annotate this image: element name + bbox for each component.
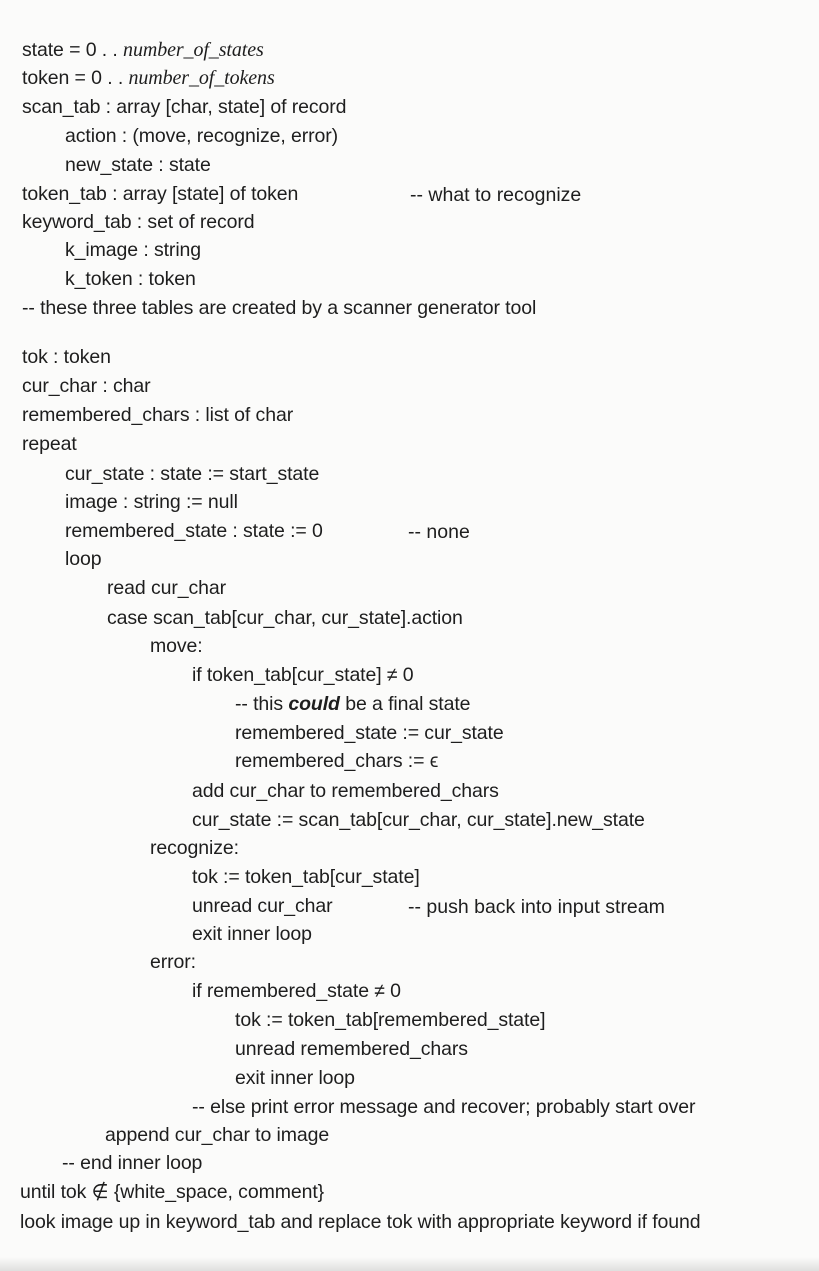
code-line-keyword-tab: keyword_tab : set of record [22, 211, 255, 233]
code-line-append-cur-char: append cur_char to image [105, 1124, 330, 1146]
code-line-image-init: image : string := null [65, 491, 238, 513]
code-line-read-cur-char: read cur_char [107, 577, 227, 599]
code-line-token-decl: token = 0 . . number_of_tokens [22, 67, 275, 89]
code-line-state-decl: state = 0 . . number_of_states [22, 39, 264, 61]
number-of-states: number_of_states [123, 39, 264, 61]
page-edge-shadow [0, 1257, 819, 1271]
code-line-k-image: k_image : string [65, 239, 202, 261]
code-line-error-label: error: [150, 951, 196, 973]
code-line-move-label: move: [150, 635, 203, 657]
comment-tables-generated: -- these three tables are created by a scanner generator tool [22, 297, 537, 319]
code-line-if-token-tab: if token_tab[cur_state] ≠ 0 [192, 664, 414, 686]
could-emphasis: could [288, 693, 340, 715]
code-line-unread-cur-char: unread cur_char [192, 895, 333, 917]
code-line-tok: tok : token [22, 346, 111, 368]
code-line-exit-inner-loop: exit inner loop [192, 923, 312, 945]
code-line-unread-remembered: unread remembered_chars [235, 1038, 468, 1060]
code-line-new-state-field: new_state : state [65, 154, 211, 176]
code-line-k-token: k_token : token [65, 268, 196, 290]
code-line-token-tab: token_tab : array [state] of token [22, 183, 299, 205]
code-line-case: case scan_tab[cur_char, cur_state].action [107, 607, 463, 629]
comment-could-be-final: -- this could be a final state [235, 693, 471, 715]
comment-what-to-recognize: -- what to recognize [410, 184, 582, 206]
comment-end-inner-loop: -- end inner loop [62, 1152, 203, 1174]
code-line-set-remembered-state: remembered_state := cur_state [235, 722, 504, 744]
code-line-tok-from-remembered: tok := token_tab[remembered_state] [235, 1009, 546, 1031]
number-of-tokens: number_of_tokens [128, 67, 275, 89]
code-line-add-cur-char: add cur_char to remembered_chars [192, 780, 499, 802]
code-line-cur-char: cur_char : char [22, 375, 151, 397]
code-line-scan-tab: scan_tab : array [char, state] of record [22, 96, 347, 118]
code-line-cur-state-init: cur_state : state := start_state [65, 463, 320, 485]
code-line-next-state: cur_state := scan_tab[cur_char, cur_state].new_state [192, 809, 645, 831]
code-line-until: until tok ∉ {white_space, comment} [20, 1181, 325, 1203]
code-line-exit-inner-loop-2: exit inner loop [235, 1067, 355, 1089]
comment-else-recover: -- else print error message and recover; probably start over [192, 1096, 696, 1118]
code-line-loop: loop [65, 548, 102, 570]
code-line-remembered-chars: remembered_chars : list of char [22, 404, 294, 426]
code-line-repeat: repeat [22, 433, 77, 455]
code-line-keyword-lookup: look image up in keyword_tab and replace tok with appropriate keyword if found [20, 1211, 701, 1233]
code-line-if-remembered-state: if remembered_state ≠ 0 [192, 980, 401, 1002]
comment-push-back: -- push back into input stream [408, 896, 665, 918]
comment-none: -- none [408, 521, 470, 543]
code-line-recognize-label: recognize: [150, 837, 239, 859]
code-line-remembered-state-init: remembered_state : state := 0 [65, 520, 323, 542]
code-line-reset-remembered-chars: remembered_chars := ϵ [235, 750, 439, 772]
code-line-action-field: action : (move, recognize, error) [65, 125, 339, 147]
code-line-tok-assign: tok := token_tab[cur_state] [192, 866, 420, 888]
